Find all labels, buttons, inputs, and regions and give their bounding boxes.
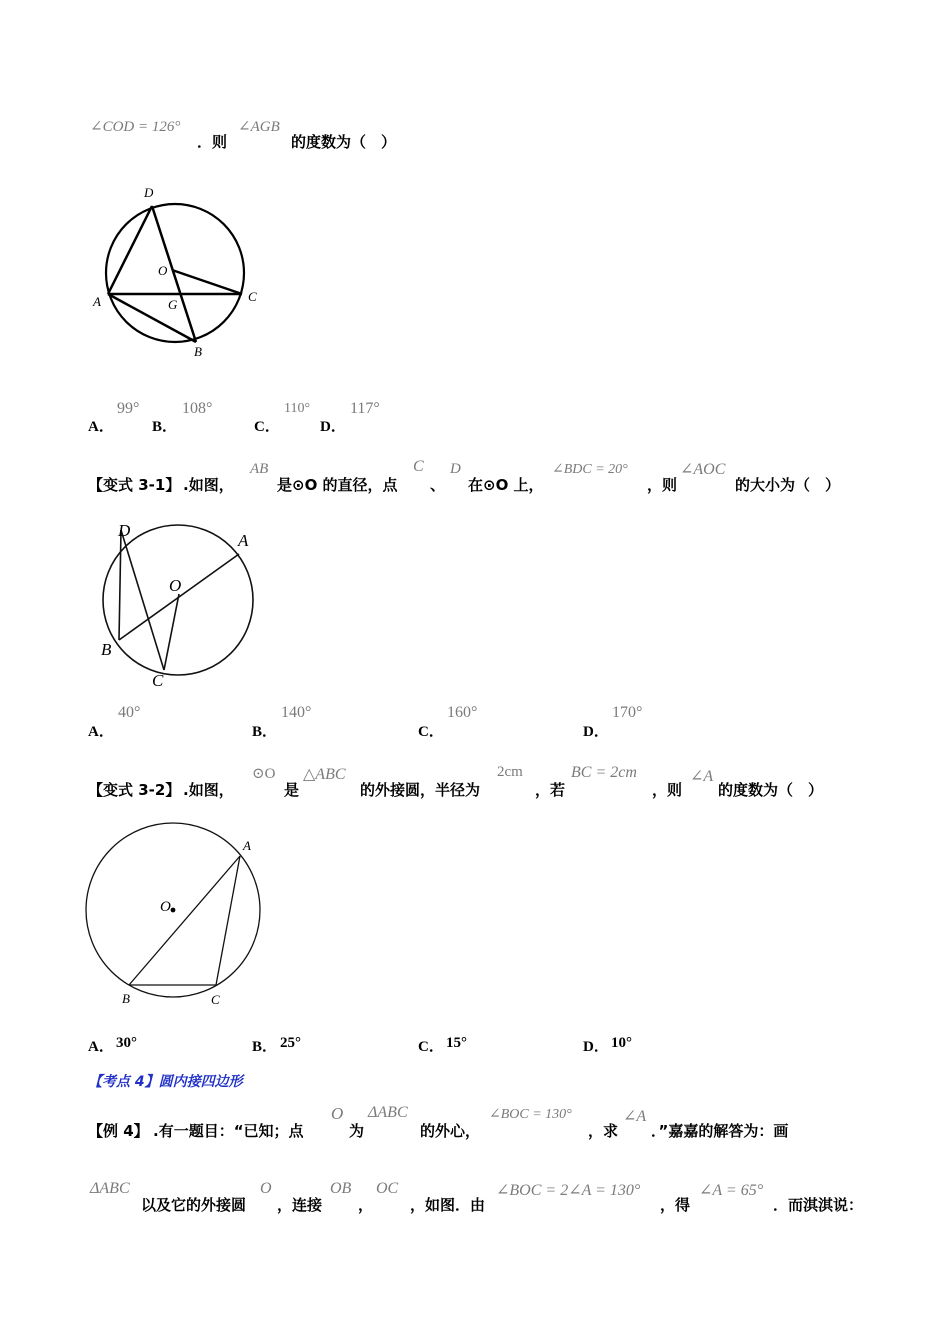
label-o: O	[158, 263, 168, 278]
ex4-text-5: ．”嘉嘉的解答为：画	[651, 1122, 789, 1140]
label-a: A	[243, 838, 251, 853]
kaodian-4-heading: 【考点 4】圆内接四边形	[88, 1074, 243, 1090]
q31-option-d-value: 170°	[612, 704, 643, 721]
q31-text-3: 、	[430, 476, 446, 494]
ex4-math-boc: ∠BOC = 130°	[489, 1107, 572, 1122]
circle-o	[106, 204, 244, 342]
figure-circumcircle-abc	[80, 820, 270, 1015]
label-b: B	[122, 991, 130, 1006]
figure-circle-aoc	[90, 512, 275, 692]
q31-text-5: ，则	[647, 476, 678, 494]
ex4-line2-text-6: ．而淇淇说：	[773, 1196, 864, 1214]
q31-math-aoc: ∠AOC	[680, 461, 726, 478]
ex4-line2-math-o: O	[260, 1180, 272, 1197]
segment-dc	[121, 530, 164, 670]
q32-option-c-letter: C．	[418, 1039, 444, 1055]
ex4-text-3: 的外心，	[420, 1122, 481, 1140]
ex4-math-angle-a: ∠A	[623, 1108, 647, 1125]
q32-option-a-value: 30°	[116, 1035, 137, 1051]
q32-option-a-letter: A．	[88, 1039, 114, 1055]
q31-option-c-value: 160°	[447, 704, 478, 721]
label-d: D	[144, 185, 154, 200]
q32-text-2: 是	[284, 781, 300, 799]
example-4-tag: 【例 4】	[88, 1122, 149, 1140]
q32-text-5: ，则	[652, 781, 683, 799]
ex4-line2-text-2: ，连接	[277, 1196, 323, 1214]
ex4-line2-math-ob: OB	[330, 1180, 352, 1197]
ex4-line2-text-5: ，得	[660, 1196, 691, 1214]
label-a: A	[93, 294, 101, 309]
label-c: C	[152, 671, 164, 690]
label-g: G	[168, 297, 178, 312]
ex4-line2-text-3: ，	[358, 1196, 374, 1214]
q32-text-6: 的度数为（ ）	[718, 781, 824, 799]
q32-math-radius: 2cm	[497, 764, 523, 780]
label-o: O	[169, 576, 182, 595]
q31-option-c-letter: C．	[418, 724, 444, 740]
q31-option-a-letter: A．	[88, 724, 114, 740]
angle-agb-math: ∠AGB	[238, 119, 280, 135]
q31-option-b-value: 140°	[281, 704, 312, 721]
ex4-text-4: ，求	[588, 1122, 619, 1140]
q32-text-4: ，若	[535, 781, 566, 799]
q32-text-3: 的外接圆，半径为	[360, 781, 481, 799]
label-o: O	[160, 899, 171, 915]
angle-cod-math: ∠COD = 126°	[90, 119, 181, 135]
ex4-math-o: O	[331, 1104, 344, 1123]
segment-oc	[172, 270, 242, 294]
q-prev-text-then: ．则	[197, 133, 228, 151]
q31-option-d-letter: D．	[583, 724, 609, 740]
q31-text-4: 在⊙O 上，	[468, 476, 544, 494]
option-d-letter: D．	[320, 419, 346, 435]
center-dot	[171, 908, 176, 913]
segment-da	[108, 206, 152, 294]
q32-text-1: .如图，	[183, 781, 234, 799]
q31-text-2: 是⊙O 的直径，点	[277, 476, 398, 494]
label-a: A	[238, 531, 249, 550]
q32-math-circle-o: ⊙O	[252, 766, 276, 782]
segment-ac	[216, 856, 240, 985]
variant-3-2-tag: 【变式 3-2】	[88, 781, 181, 799]
ex4-text-2: 为	[349, 1122, 365, 1140]
segment-ab	[129, 856, 240, 985]
option-b-letter: B．	[152, 419, 178, 435]
ex4-line2-text-1: 以及它的外接圆	[141, 1196, 247, 1214]
option-a-value: 99°	[117, 400, 140, 417]
q32-math-abc: △ABC	[303, 766, 346, 783]
q31-math-bdc: ∠BDC = 20°	[552, 462, 628, 477]
q31-option-b-letter: B．	[252, 724, 278, 740]
option-a-letter: A．	[88, 419, 114, 435]
q31-math-d: D	[450, 461, 461, 477]
q32-option-b-value: 25°	[280, 1035, 301, 1051]
option-b-value: 108°	[182, 400, 213, 417]
option-c-letter: C．	[254, 419, 280, 435]
ex4-text-1: .有一题目：“已知；点	[153, 1122, 304, 1140]
ex4-line2-text-4: ，如图．由	[410, 1196, 486, 1214]
ex4-line2-math-a65: ∠A = 65°	[699, 1182, 764, 1199]
q32-option-d-value: 10°	[611, 1035, 632, 1051]
q31-text-6: 的大小为（ ）	[735, 476, 841, 494]
label-c: C	[248, 289, 257, 304]
ex4-math-abc: ΔABC	[368, 1104, 408, 1121]
q-prev-text-ask: 的度数为（ ）	[291, 133, 397, 151]
ex4-line2-math-abc: ΔABC	[90, 1180, 130, 1197]
q32-option-c-value: 15°	[446, 1035, 467, 1051]
label-c: C	[211, 992, 220, 1007]
q31-math-c: C	[413, 458, 424, 475]
option-d-value: 117°	[350, 400, 380, 417]
q32-math-angle-a: ∠A	[690, 768, 714, 785]
figure-circle-agb	[88, 180, 278, 360]
label-b: B	[101, 640, 112, 659]
q31-math-ab: AB	[250, 461, 269, 477]
q32-math-bc: BC = 2cm	[571, 764, 637, 781]
variant-3-1-tag: 【变式 3-1】	[88, 476, 181, 494]
option-c-value: 110°	[284, 401, 311, 416]
ex4-line2-math-boc-2a: ∠BOC = 2∠A = 130°	[496, 1182, 641, 1199]
label-d: D	[118, 521, 131, 540]
q32-option-d-letter: D．	[583, 1039, 609, 1055]
ex4-line2-math-oc: OC	[376, 1180, 399, 1197]
q31-option-a-value: 40°	[118, 704, 141, 721]
label-b: B	[194, 344, 202, 359]
q32-option-b-letter: B．	[252, 1039, 278, 1055]
q31-text-1: .如图，	[183, 476, 234, 494]
segment-db	[119, 530, 121, 640]
